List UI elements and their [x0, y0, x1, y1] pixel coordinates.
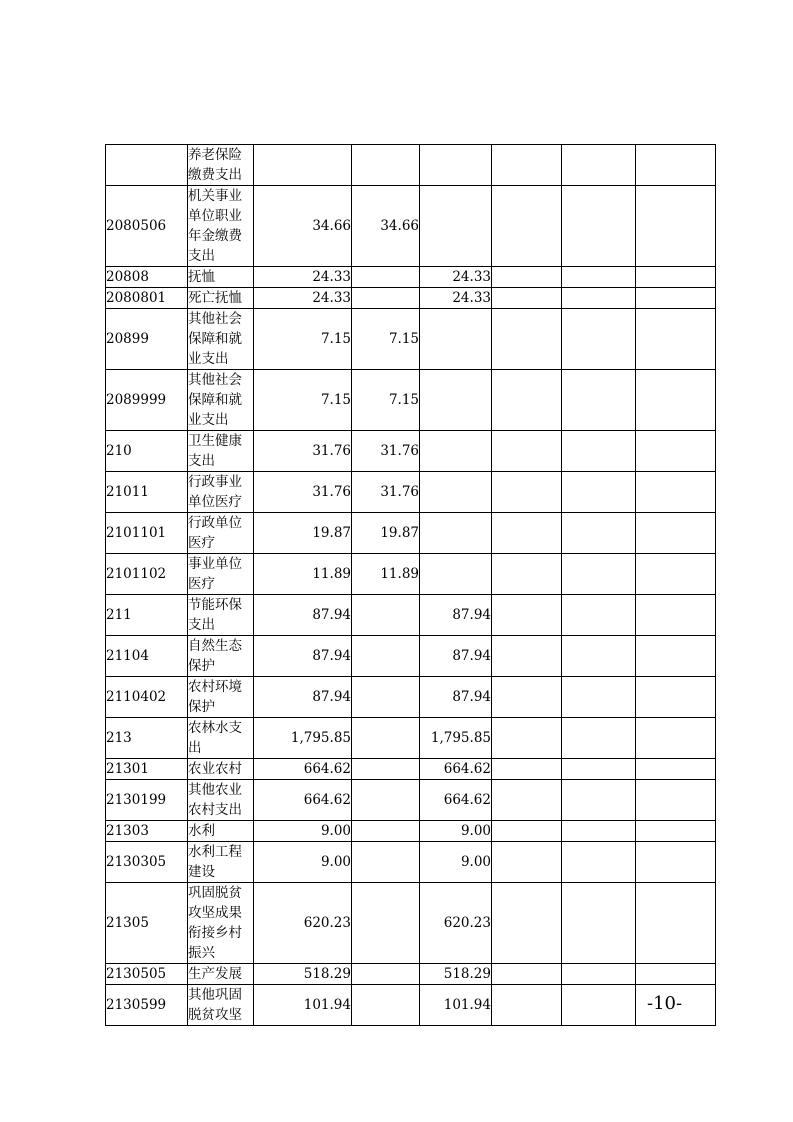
table-row [106, 985, 716, 1026]
empty-cell [492, 309, 562, 370]
empty-cell [562, 288, 636, 309]
project-expense-cell: 87.94 [420, 677, 492, 718]
table-row [106, 636, 716, 677]
basic-expense-cell: 7.15 [352, 370, 420, 431]
table-row [106, 842, 716, 883]
empty-cell [492, 370, 562, 431]
project-expense-cell: 9.00 [420, 821, 492, 842]
total-cell: 9.00 [254, 821, 352, 842]
project-expense-cell: 24.33 [420, 288, 492, 309]
empty-cell [562, 370, 636, 431]
table-row [106, 759, 716, 780]
row-name-cell: 农村环境 保护 [188, 677, 254, 718]
empty-cell [636, 821, 716, 842]
basic-expense-cell [352, 677, 420, 718]
basic-expense-cell [352, 985, 420, 1026]
total-cell: 7.15 [254, 309, 352, 370]
table-row [106, 472, 716, 513]
empty-cell [562, 677, 636, 718]
empty-cell [492, 821, 562, 842]
empty-cell [562, 309, 636, 370]
project-expense-cell [420, 309, 492, 370]
basic-expense-cell [352, 595, 420, 636]
row-code-cell: 21301 [106, 759, 188, 780]
empty-cell [492, 759, 562, 780]
project-expense-cell: 101.94 [420, 985, 492, 1026]
project-expense-cell [420, 186, 492, 267]
row-code-cell: 21011 [106, 472, 188, 513]
row-name-cell: 事业单位 医疗 [188, 554, 254, 595]
empty-cell [492, 677, 562, 718]
total-cell: 19.87 [254, 513, 352, 554]
empty-cell [636, 780, 716, 821]
table-row [106, 780, 716, 821]
project-expense-cell [420, 431, 492, 472]
empty-cell [492, 985, 562, 1026]
empty-cell [562, 267, 636, 288]
project-expense-cell: 24.33 [420, 267, 492, 288]
basic-expense-cell: 11.89 [352, 554, 420, 595]
empty-cell [636, 267, 716, 288]
basic-expense-cell [352, 842, 420, 883]
row-name-cell: 其他社会 保障和就 业支出 [188, 309, 254, 370]
empty-cell [636, 186, 716, 267]
basic-expense-cell [352, 267, 420, 288]
row-name-cell: 死亡抚恤 [188, 288, 254, 309]
total-cell: 34.66 [254, 186, 352, 267]
total-cell: 518.29 [254, 964, 352, 985]
empty-cell [562, 186, 636, 267]
project-expense-cell: 87.94 [420, 636, 492, 677]
empty-cell [636, 370, 716, 431]
total-cell: 24.33 [254, 288, 352, 309]
row-name-cell: 行政单位 医疗 [188, 513, 254, 554]
row-name-cell: 行政事业 单位医疗 [188, 472, 254, 513]
empty-cell [492, 267, 562, 288]
empty-cell [636, 677, 716, 718]
basic-expense-cell [352, 288, 420, 309]
row-name-cell: 巩固脱贫 攻坚成果 衔接乡村 振兴 [188, 883, 254, 964]
total-cell: 1,795.85 [254, 718, 352, 759]
total-cell: 31.76 [254, 431, 352, 472]
empty-cell [636, 636, 716, 677]
row-name-cell: 自然生态 保护 [188, 636, 254, 677]
empty-cell [562, 145, 636, 186]
empty-cell [492, 513, 562, 554]
row-name-cell: 卫生健康 支出 [188, 431, 254, 472]
basic-expense-cell [352, 145, 420, 186]
page-number: -10- [647, 993, 683, 1014]
empty-cell [636, 759, 716, 780]
row-code-cell: 2080506 [106, 186, 188, 267]
total-cell [254, 145, 352, 186]
empty-cell [492, 554, 562, 595]
basic-expense-cell [352, 636, 420, 677]
total-cell: 11.89 [254, 554, 352, 595]
row-code-cell: 21305 [106, 883, 188, 964]
table-row [106, 288, 716, 309]
empty-cell [492, 883, 562, 964]
table-row [106, 964, 716, 985]
row-name-cell: 水利工程 建设 [188, 842, 254, 883]
empty-cell [562, 985, 636, 1026]
empty-cell [492, 636, 562, 677]
row-name-cell: 农林水支 出 [188, 718, 254, 759]
empty-cell [492, 145, 562, 186]
basic-expense-cell [352, 883, 420, 964]
basic-expense-cell [352, 759, 420, 780]
row-name-cell: 节能环保 支出 [188, 595, 254, 636]
table-row [106, 595, 716, 636]
table-row [106, 370, 716, 431]
table-body [106, 145, 716, 1026]
project-expense-cell [420, 370, 492, 431]
row-code-cell: 210 [106, 431, 188, 472]
basic-expense-cell: 7.15 [352, 309, 420, 370]
total-cell: 24.33 [254, 267, 352, 288]
basic-expense-cell: 34.66 [352, 186, 420, 267]
total-cell: 9.00 [254, 842, 352, 883]
project-expense-cell: 1,795.85 [420, 718, 492, 759]
row-code-cell: 211 [106, 595, 188, 636]
row-code-cell: 2130505 [106, 964, 188, 985]
empty-cell [636, 595, 716, 636]
project-expense-cell: 620.23 [420, 883, 492, 964]
empty-cell [562, 595, 636, 636]
project-expense-cell: 664.62 [420, 780, 492, 821]
table-row [106, 513, 716, 554]
project-expense-cell: 518.29 [420, 964, 492, 985]
project-expense-cell [420, 145, 492, 186]
empty-cell [492, 288, 562, 309]
basic-expense-cell [352, 964, 420, 985]
row-code-cell: 2101101 [106, 513, 188, 554]
empty-cell [636, 513, 716, 554]
empty-cell [562, 842, 636, 883]
empty-cell [492, 780, 562, 821]
row-name-cell: 水利 [188, 821, 254, 842]
row-name-cell: 其他社会 保障和就 业支出 [188, 370, 254, 431]
total-cell: 31.76 [254, 472, 352, 513]
empty-cell [562, 759, 636, 780]
empty-cell [636, 964, 716, 985]
table-row [106, 145, 716, 186]
basic-expense-cell [352, 718, 420, 759]
row-code-cell: 2089999 [106, 370, 188, 431]
project-expense-cell [420, 513, 492, 554]
budget-table [105, 144, 716, 1026]
basic-expense-cell: 31.76 [352, 472, 420, 513]
empty-cell [562, 431, 636, 472]
project-expense-cell: 9.00 [420, 842, 492, 883]
row-code-cell: 2080801 [106, 288, 188, 309]
project-expense-cell: 664.62 [420, 759, 492, 780]
row-name-cell: 其他农业 农村支出 [188, 780, 254, 821]
row-code-cell: 20899 [106, 309, 188, 370]
empty-cell [562, 636, 636, 677]
project-expense-cell [420, 472, 492, 513]
empty-cell [562, 780, 636, 821]
total-cell: 664.62 [254, 759, 352, 780]
row-name-cell: 生产发展 [188, 964, 254, 985]
project-expense-cell: 87.94 [420, 595, 492, 636]
total-cell: 620.23 [254, 883, 352, 964]
row-name-cell: 其他巩固 脱贫攻坚 [188, 985, 254, 1026]
empty-cell [562, 513, 636, 554]
total-cell: 87.94 [254, 636, 352, 677]
empty-cell [562, 718, 636, 759]
row-code-cell: 20808 [106, 267, 188, 288]
empty-cell [492, 718, 562, 759]
total-cell: 87.94 [254, 595, 352, 636]
row-code-cell [106, 145, 188, 186]
empty-cell [492, 186, 562, 267]
row-code-cell: 2110402 [106, 677, 188, 718]
row-code-cell: 213 [106, 718, 188, 759]
empty-cell [492, 431, 562, 472]
project-expense-cell [420, 554, 492, 595]
empty-cell [636, 718, 716, 759]
table-row [106, 431, 716, 472]
table-row [106, 309, 716, 370]
table-row [106, 718, 716, 759]
empty-cell [562, 821, 636, 842]
total-cell: 87.94 [254, 677, 352, 718]
empty-cell [492, 595, 562, 636]
row-name-cell: 抚恤 [188, 267, 254, 288]
empty-cell [562, 554, 636, 595]
row-name-cell: 农业农村 [188, 759, 254, 780]
empty-cell [636, 309, 716, 370]
total-cell: 664.62 [254, 780, 352, 821]
row-code-cell: 2101102 [106, 554, 188, 595]
empty-cell [636, 145, 716, 186]
table-row [106, 267, 716, 288]
empty-cell [636, 554, 716, 595]
basic-expense-cell: 19.87 [352, 513, 420, 554]
basic-expense-cell [352, 780, 420, 821]
empty-cell [562, 472, 636, 513]
table-row [106, 883, 716, 964]
table-row [106, 186, 716, 267]
row-name-cell: 机关事业 单位职业 年金缴费 支出 [188, 186, 254, 267]
row-code-cell: 21104 [106, 636, 188, 677]
empty-cell [562, 964, 636, 985]
basic-expense-cell: 31.76 [352, 431, 420, 472]
total-cell: 7.15 [254, 370, 352, 431]
empty-cell [636, 883, 716, 964]
empty-cell [492, 842, 562, 883]
total-cell: 101.94 [254, 985, 352, 1026]
empty-cell [492, 964, 562, 985]
table-row [106, 554, 716, 595]
row-name-cell: 养老保险 缴费支出 [188, 145, 254, 186]
row-code-cell: 2130599 [106, 985, 188, 1026]
empty-cell [636, 431, 716, 472]
table-row [106, 677, 716, 718]
row-code-cell: 21303 [106, 821, 188, 842]
empty-cell [636, 472, 716, 513]
empty-cell [562, 883, 636, 964]
row-code-cell: 2130305 [106, 842, 188, 883]
table-row [106, 821, 716, 842]
basic-expense-cell [352, 821, 420, 842]
row-code-cell: 2130199 [106, 780, 188, 821]
empty-cell [492, 472, 562, 513]
empty-cell [636, 288, 716, 309]
empty-cell [636, 842, 716, 883]
